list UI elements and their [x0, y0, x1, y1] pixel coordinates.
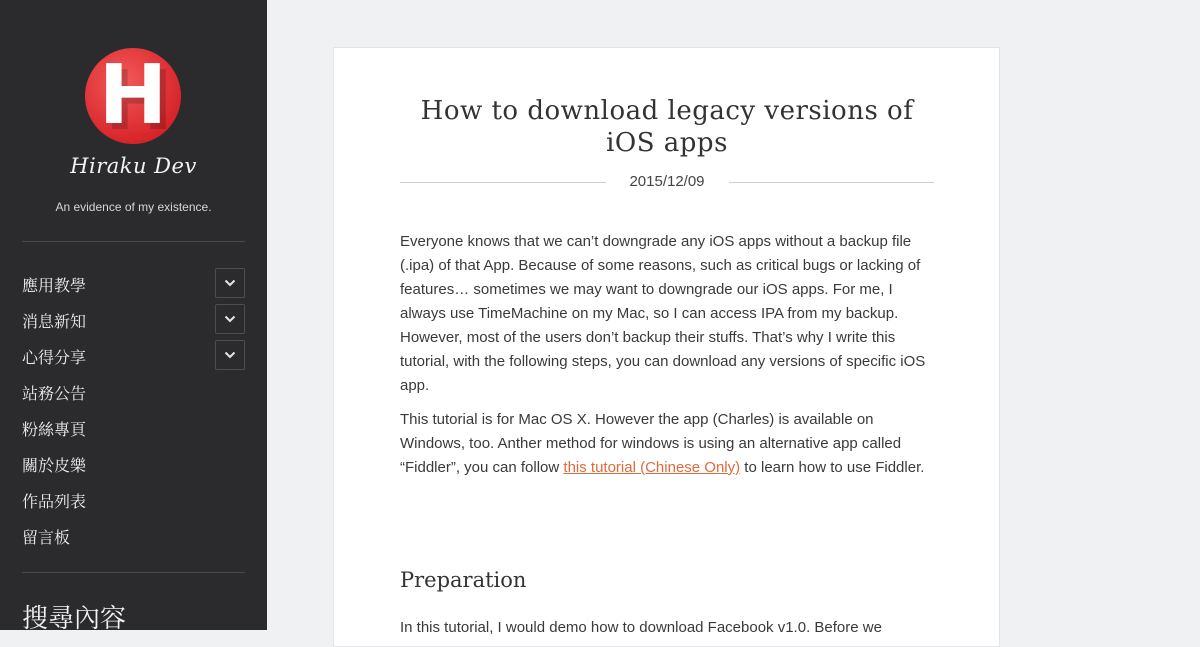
sidebar [0, 0, 267, 630]
site-tagline: An evidence of my existence. [55, 200, 212, 214]
paragraph-platform [400, 408, 934, 480]
post-date[interactable]: 2015/12/09 [629, 173, 705, 190]
chevron-down-icon [224, 315, 236, 323]
nav-item-label[interactable]: 應用教學 [22, 277, 87, 295]
nav-item-works[interactable] [22, 482, 245, 518]
nav-item-label[interactable]: 消息新知 [22, 313, 87, 331]
post-title-line-1[interactable]: How to download legacy versions of [420, 96, 914, 126]
nav-item-guestbook[interactable] [22, 518, 245, 554]
submenu-toggle-button[interactable] [215, 268, 245, 298]
date-rule-right [729, 182, 934, 183]
nav-item-announcements[interactable] [22, 374, 245, 410]
nav-item-label[interactable]: 留言板 [22, 529, 71, 547]
nav-item-sharing[interactable] [22, 338, 245, 374]
post-title[interactable] [400, 95, 934, 159]
chevron-down-icon [224, 279, 236, 287]
nav-item-label[interactable]: 站務公告 [22, 385, 87, 403]
paragraph-text: to learn how to use Fiddler. [740, 459, 925, 476]
section-heading-preparation: Preparation [400, 568, 527, 592]
paragraph-preparation-partial: In this tutorial, I would demo how to download Facebook v1.0. Before we [400, 619, 882, 636]
tutorial-link[interactable]: this tutorial (Chinese Only) [563, 459, 741, 476]
nav-item-news[interactable] [22, 302, 245, 338]
site-logo[interactable] [85, 48, 181, 144]
nav-item-label[interactable]: 作品列表 [22, 493, 87, 511]
site-title[interactable]: Hiraku Dev [70, 154, 197, 178]
submenu-toggle-button[interactable] [215, 304, 245, 334]
post-title-line-2[interactable]: iOS apps [606, 128, 728, 158]
nav-item-app-tutorials[interactable] [22, 266, 245, 302]
nav-item-label[interactable]: 關於皮樂 [22, 457, 87, 475]
post-content [400, 230, 934, 490]
date-rule-left [400, 182, 606, 183]
nav-item-label[interactable]: 粉絲專頁 [22, 421, 87, 439]
search-widget-heading: 搜尋內容 [22, 603, 127, 630]
sidebar-divider-bottom [22, 572, 245, 573]
chevron-down-icon [224, 351, 236, 359]
main-navigation [22, 266, 245, 554]
sidebar-divider-top [22, 241, 245, 242]
nav-item-fan-page[interactable] [22, 410, 245, 446]
logo-letter: H [98, 48, 168, 143]
paragraph-text: This tutorial is for Mac OS X. However the app (Charles) is available on Windows, too. Anther method for windows is using an alternative app called “Fiddler”, you can follow [400, 411, 902, 476]
nav-item-about[interactable] [22, 446, 245, 482]
paragraph-intro: Everyone knows that we can’t downgrade any iOS apps without a backup file (.ipa) of that App. Because of some reasons, such as critical bugs or lacking of features… sometimes we may want to downgrade our iOS apps. For me, I always use TimeMachine on my Mac, so I can access IPA from my backup. However, most of the users don’t backup their stuffs. That’s why I write this tutorial, with the following steps, you can download any versions of specific iOS app. [400, 233, 926, 394]
nav-item-label[interactable]: 心得分享 [22, 349, 87, 367]
submenu-toggle-button[interactable] [215, 340, 245, 370]
